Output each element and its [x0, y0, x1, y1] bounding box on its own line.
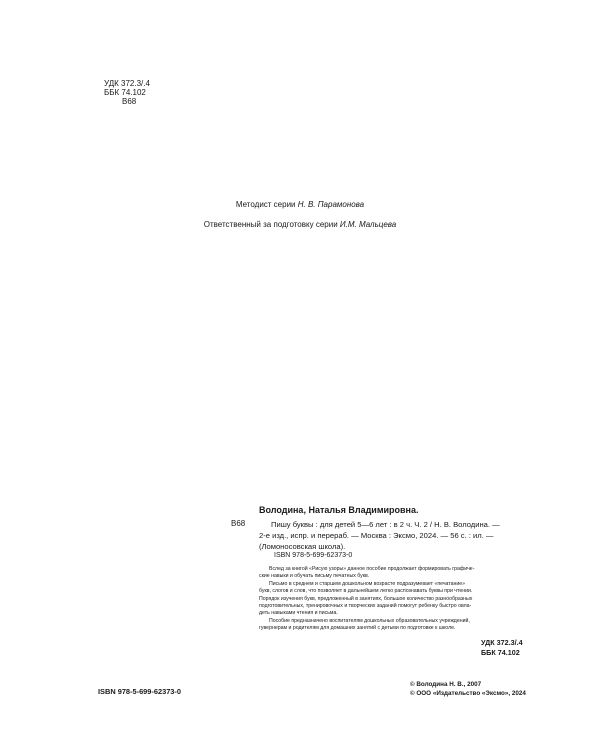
methodist-credit: [0, 200, 600, 210]
bottom-classification: [481, 638, 523, 658]
annotation-line: Вслед за книгой «Рисую узоры» данное пособие продолжает формировать графиче-: [269, 566, 475, 572]
responsible-credit: [0, 220, 600, 230]
annotation-line: гувернерам и родителям для домашних занятий с детьми по подготовке к школе.: [259, 625, 456, 632]
responsible-name: И.М. Мальцева: [339, 220, 397, 229]
annotation-line: Письмо в среднем и старшем дошкольном возрасте подразумевает «печатание»: [269, 580, 466, 587]
methodist-label: Методист серии: [235, 200, 296, 209]
author-mark: В68: [122, 97, 137, 106]
copyright-line: © ООО «Издательство «Эксмо», 2024: [410, 690, 526, 697]
bibliographic-description: [259, 519, 545, 552]
methodist-name: Н. В. Парамонова: [297, 200, 365, 209]
annotation-line: букв, слогов и слов, что позволяет в дальнейшем легко распознавать буквы при чтении.: [259, 588, 473, 595]
author-mark-code: В68: [231, 519, 246, 528]
top-classification: [104, 79, 150, 106]
annotation-line: ские навыки и обучать письму печатных букв.: [259, 573, 370, 580]
udk-code: УДК 372.3/.4: [104, 79, 150, 88]
annotation-line: деть навыками чтения и письма.: [259, 610, 338, 617]
description-line: Пишу буквы : для детей 5—6 лет : в 2 ч. Ч. 2 / Н. В. Володина. —: [271, 520, 500, 529]
udk-code-bottom: УДК 372.3/.4: [481, 638, 523, 647]
copyright-notice: [410, 680, 526, 698]
annotation-line: подготовительных, тренировочных и творческих заданий помогут ребенку быстро овла-: [259, 603, 472, 610]
bbk-code-bottom: ББК 74.102: [481, 648, 520, 657]
description-line: (Ломоносовская школа).: [259, 542, 346, 551]
annotation-line: Пособие предназначено воспитателям дошкольных образовательных учреждений,: [269, 617, 470, 624]
copyright-line: © Володина Н. В., 2007: [410, 681, 482, 688]
annotation-line: Порядок изучения букв, предложенный в занятиях, большое количество разнообразных: [259, 595, 473, 602]
responsible-label: Ответственный за подготовку серии: [203, 220, 338, 229]
record-isbn: ISBN 978-5-699-62373-0: [274, 552, 353, 559]
description-line: 2-е изд., испр. и перераб. — Москва : Эксмо, 2024. — 56 с. : ил. —: [259, 531, 494, 540]
author-heading: Володина, Наталья Владимировна.: [259, 505, 419, 515]
footer-isbn: ISBN 978-5-699-62373-0: [98, 687, 181, 696]
bbk-code: ББК 74.102: [104, 88, 146, 97]
annotation: [259, 566, 549, 633]
